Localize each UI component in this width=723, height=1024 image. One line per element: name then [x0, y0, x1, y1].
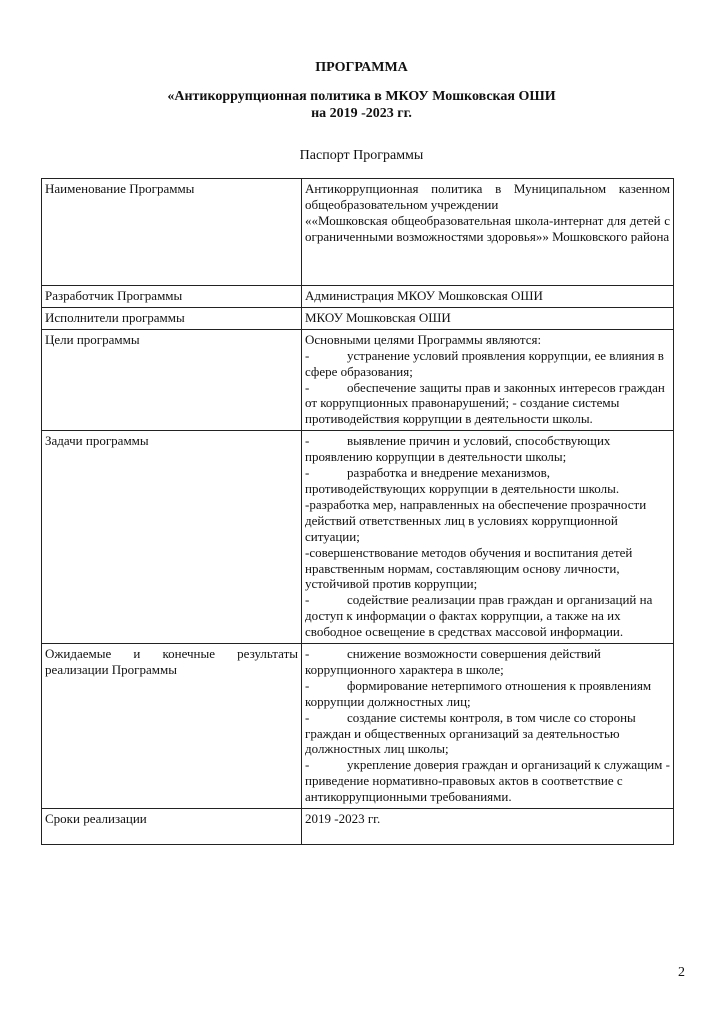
table-row-tasks: [42, 431, 674, 644]
row-value: [302, 179, 674, 286]
bullet-item: - снижение возможности совершения действий коррупционного характера в школе;: [305, 646, 601, 677]
value-line: МКОУ Мошковская ОШИ: [305, 309, 451, 325]
table-row-developer: [42, 286, 674, 308]
passport-subtitle: Паспорт Программы: [299, 148, 424, 163]
row-label: Ожидаемые и конечные результаты реализации Программы: [42, 644, 302, 809]
row-label: Цели программы: [42, 329, 302, 430]
row-value: [302, 307, 674, 329]
program-name-line2: на 2019 -2023 гг.: [311, 106, 412, 121]
row-value: [302, 644, 674, 809]
table-row-name: [42, 179, 674, 286]
bullet-item: - содействие реализации прав граждан и организаций на доступ к информации о фактах коррупции, а также на их свободное освещение в средствах массовой информации.: [305, 592, 653, 640]
bullet-item: - разработка и внедрение механизмов, противодействующих коррупции в деятельности школы.: [305, 465, 620, 496]
table-row-goals: [42, 329, 674, 430]
table-row-timeline: [42, 809, 674, 845]
table-row-executors: [42, 307, 674, 329]
value-line: Антикоррупционная политика в Муниципальном казенном общеобразовательном учреждении: [305, 181, 670, 212]
passport-table: [41, 178, 674, 845]
value-line: ««Мошковская общеобразовательная школа-интернат для детей с ограниченными возможностями здоровья»» Мошковского района: [305, 212, 670, 244]
value-line: -совершенствование методов обучения и воспитания детей нравственным нормам, составляющим основу личности, устойчивой против коррупции;: [305, 544, 633, 592]
value-line: Основными целями Программы являются:: [305, 331, 542, 347]
bullet-item: - формирование нетерпимого отношения к проявлениям коррупции должностных лиц;: [305, 677, 652, 709]
row-value: [302, 431, 674, 644]
row-value: [302, 329, 674, 430]
row-label: Исполнители программы: [42, 307, 302, 329]
value-line: 2019 -2023 гг.: [305, 811, 381, 827]
document-title: ПРОГРАММА: [315, 60, 408, 75]
bullet-item: - создание системы контроля, в том числе со стороны граждан и общественных организаций за деятельностью должностных лиц школы;: [305, 709, 636, 757]
bullet-item: - обеспечение защиты прав и законных интересов граждан от коррупционных правонарушений; - создание системы противодействия коррупции в деятельности школы.: [305, 379, 665, 427]
row-value: [302, 809, 674, 845]
bullet-item: - выявление причин и условий, способствующих проявлению коррупции в деятельности школы;: [305, 433, 611, 465]
value-line: Администрация МКОУ Мошковская ОШИ: [305, 288, 543, 303]
page-number: 2: [678, 965, 685, 980]
bullet-item: - укрепление доверия граждан и организаций к служащим - приведение нормативно-правовых актов в соответствие с антикоррупционными требованиями.: [305, 757, 670, 805]
program-name-line1: «Антикоррупционная политика в МКОУ Мошковская ОШИ: [167, 89, 556, 104]
bullet-item: - устранение условий проявления коррупции, ее влияния в сфере образования;: [305, 347, 664, 379]
row-label: Разработчик Программы: [42, 286, 302, 308]
table-row-results: [42, 644, 674, 809]
row-label: Наименование Программы: [42, 179, 302, 286]
row-label: Сроки реализации: [42, 809, 302, 845]
row-value: [302, 286, 674, 308]
row-label: Задачи программы: [42, 431, 302, 644]
value-line: -разработка мер, направленных на обеспечение прозрачности действий ответственных лиц в условиях коррупционной ситуации;: [305, 496, 647, 544]
